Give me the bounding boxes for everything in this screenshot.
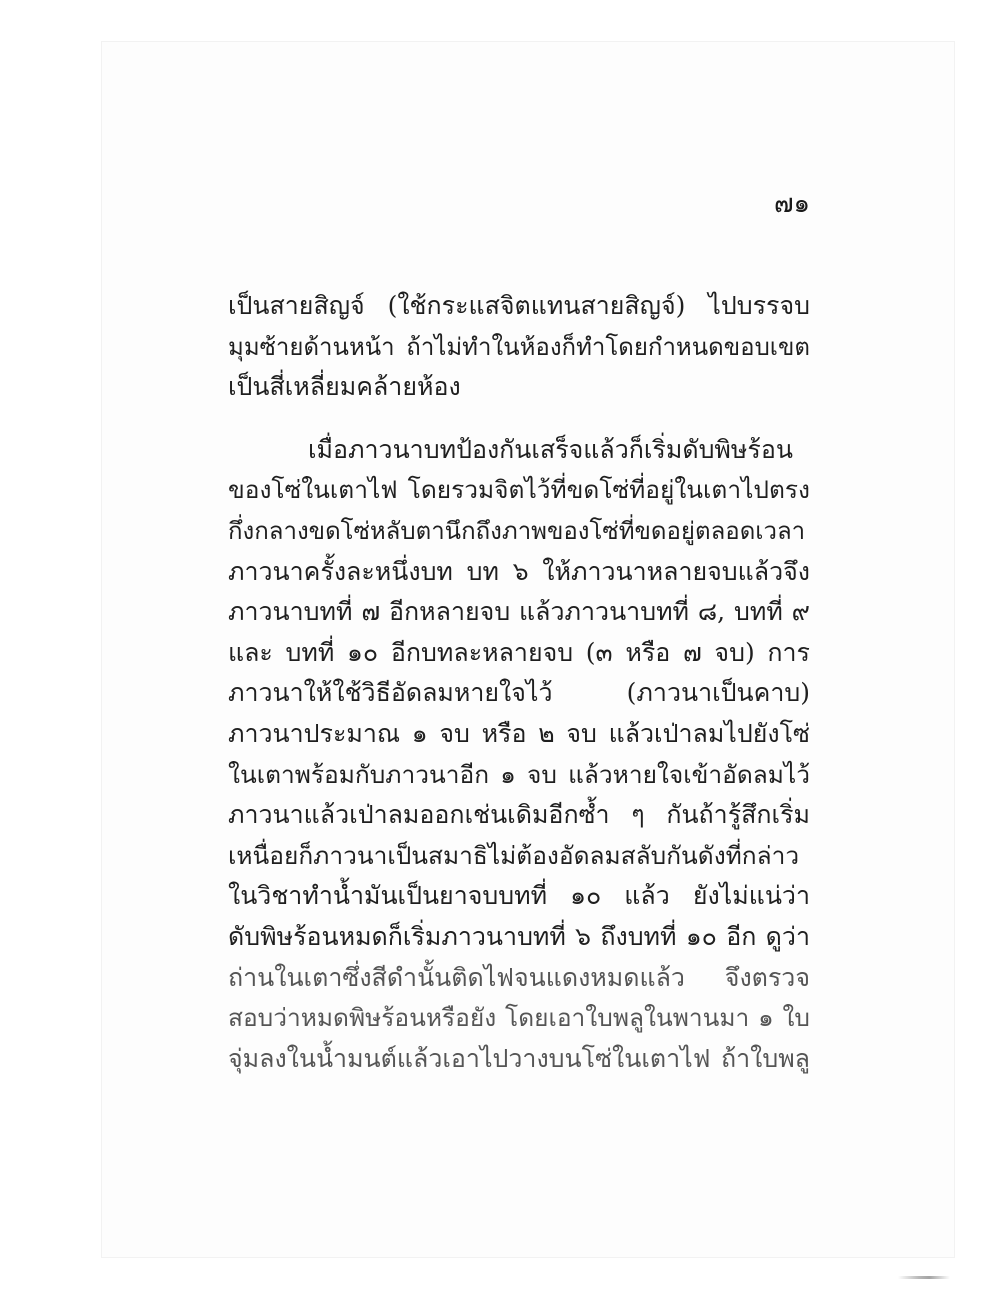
paragraph-2 [228, 430, 810, 1080]
text-line: สอบว่าหมดพิษร้อนหรือยัง โดยเอาใบพลูในพานมา ๑ ใบ [228, 1003, 810, 1033]
text-line: ดับพิษร้อนหมดก็เริ่มภาวนาบทที่ ๖ ถึงบทที่ ๑๐ อีก ดูว่า [228, 921, 810, 951]
text-line: เป็นสายสิญจ์ (ใช้กระแสจิตแทนสายสิญจ์) ไปบรรจบ [228, 291, 810, 320]
text-line: ภาวนาบทที่ ๗ อีกหลายจบ แล้วภาวนาบทที่ ๘, บทที่ ๙ [228, 597, 810, 627]
text-line: กึ่งกลางขดโซ่หลับตานึกถึงภาพของโซ่ที่ขดอยู่ตลอดเวลา [228, 516, 806, 545]
text-line: เมื่อภาวนาบทป้องกันเสร็จแล้วก็เริ่มดับพิษร้อน [308, 434, 793, 464]
text-line: ภาวนาประมาณ ๑ จบ หรือ ๒ จบ แล้วเป่าลมไปยังโซ่ [228, 718, 810, 748]
scan-artifact [898, 1276, 950, 1279]
text-line: ภาวนาให้ใช้วิธีอัดลมหายใจไว้ (ภาวนาเป็นคาบ) [228, 678, 810, 708]
text-line: จุ่มลงในน้ำมนต์แล้วเอาไปวางบนโซ่ในเตาไฟ ถ้าใบพลู [228, 1043, 810, 1073]
text-line: เป็นสี่เหลี่ยมคล้ายห้อง [228, 372, 461, 402]
text-line: มุมซ้ายด้านหน้า ถ้าไม่ทำในห้องก็ทำโดยกำหนดขอบเขต [228, 332, 810, 361]
text-line: ของโซ่ในเตาไฟ โดยรวมจิตไว้ที่ขดโซ่ที่อยู่ในเตาไปตรง [228, 475, 810, 505]
text-line: ภาวนาครั้งละหนึ่งบท บท ๖ ให้ภาวนาหลายจบแล้วจึง [228, 556, 810, 586]
text-line: ในเตาพร้อมกับภาวนาอีก ๑ จบ แล้วหายใจเข้าอัดลมไว้ [228, 759, 810, 789]
page-body-text [228, 286, 810, 1079]
text-line: เหนื่อยก็ภาวนาเป็นสมาธิไม่ต้องอัดลมสลับกันดังที่กล่าว [228, 840, 800, 870]
page-number: ๗๑ [773, 189, 810, 219]
text-line: และ บทที่ ๑๐ อีกบทละหลายจบ (๓ หรือ ๗ จบ) การ [228, 637, 810, 667]
text-line: ภาวนาแล้วเป่าลมออกเช่นเดิมอีกซ้ำ ๆ กันถ้ารู้สึกเริ่ม [228, 800, 810, 830]
text-line: ในวิชาทำน้ำมันเป็นยาจบบทที่ ๑๐ แล้ว ยังไม่แน่ว่า [228, 881, 810, 911]
paragraph-1 [228, 286, 810, 408]
text-line: ถ่านในเตาซึ่งสีดำนั้นติดไฟจนแดงหมดแล้ว จึงตรวจ [228, 962, 810, 992]
